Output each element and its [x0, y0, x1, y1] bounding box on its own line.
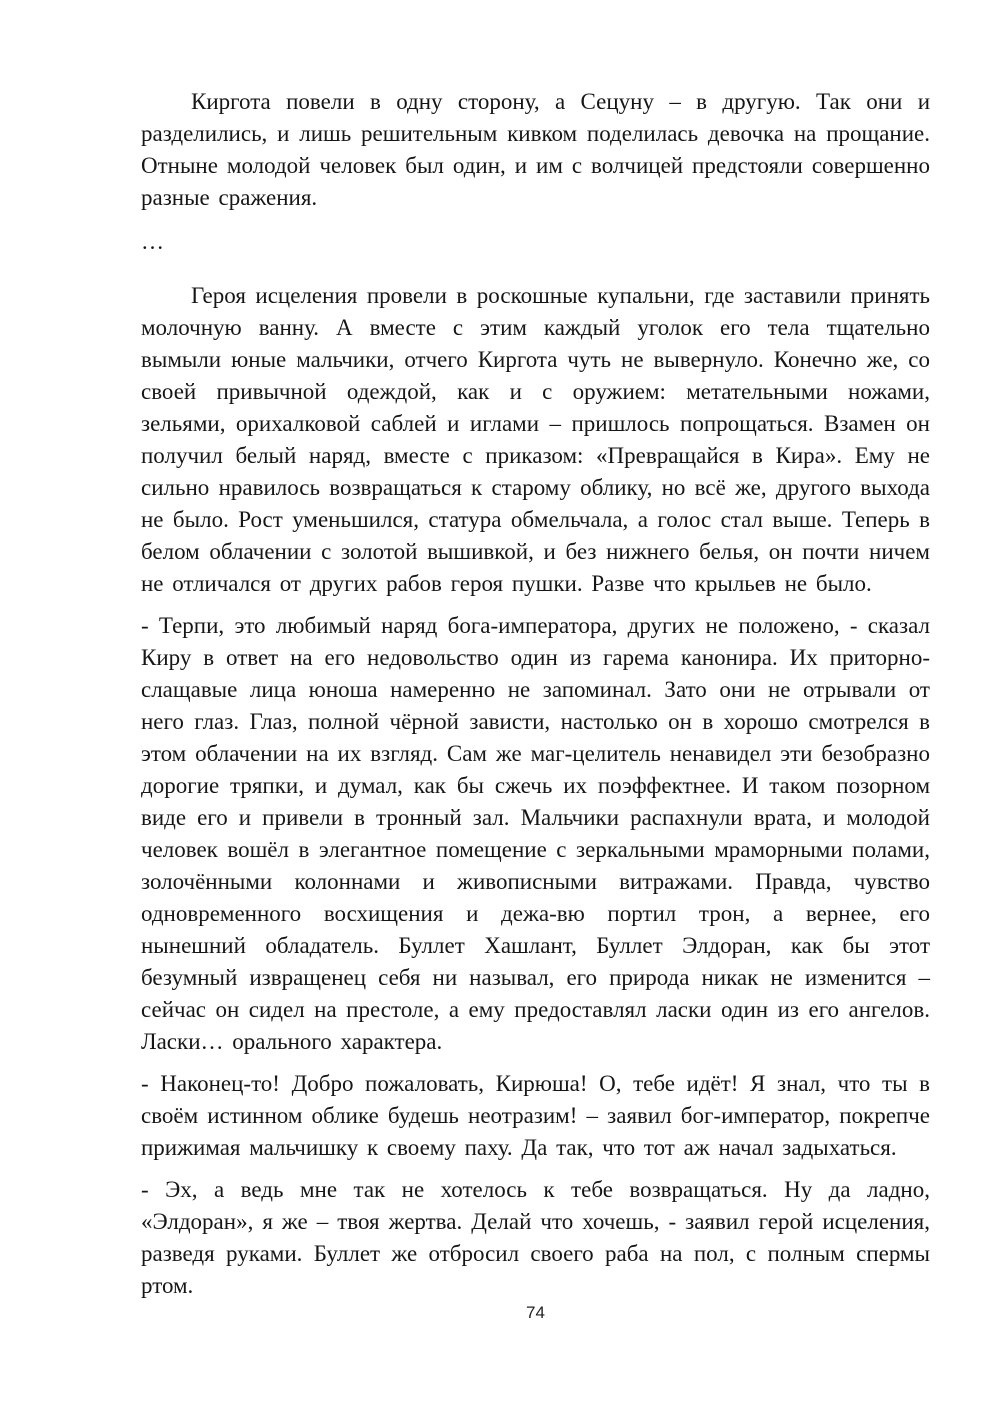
paragraph: Киргота повели в одну сторону, а Сецуну – в другую. Так они и разделились, и лишь решительным кивком поделилась девочка на прощание. Отныне молодой человек был один, и им с волчицей предстояли совершенно разные сражения. — [141, 89, 930, 210]
ellipsis-separator: … — [141, 229, 164, 254]
paragraph: - Терпи, это любимый наряд бога-императора, других не положено, - сказал Киру в ответ на его недовольство один из гарема канонира. Их приторно-слащавые лица юноша намеренно не запоминал. Зато они не отрывали от него глаз. Глаз, полной чёрной зависти, настолько он в хорошо смотрелся в этом облачении на их взгляд. Сам же маг-целитель ненавидел эти безобразно дорогие тряпки, и думал, как бы сжечь их поэффектнее. И таком позорном виде его и привели в тронный зал. Мальчики распахнули врата, и молодой человек вошёл в элегантное помещение с зеркальными мраморными полами, золочёнными колоннами и живописными витражами. Правда, чувство одновременного восхищения и дежа-вю портил трон, а вернее, его нынешний обладатель. Буллет Хашлант, Буллет Элдоран, как бы этот безумный извращенец себя ни называл, его природа никак не изменится – сейчас он сидел на престоле, а ему предоставлял ласки один из его ангелов. Ласки… орального характера. — [141, 613, 930, 1054]
paragraph: - Наконец-то! Добро пожаловать, Кирюша! О, тебе идёт! Я знал, что ты в своём истинном облике будешь неотразим! – заявил бог-император, покрепче прижимая мальчишку к своему паху. Да так, что тот аж начал задыхаться. — [141, 1071, 930, 1160]
page-number: 74 — [526, 1303, 545, 1322]
paragraph: - Эх, а ведь мне так не хотелось к тебе возвращаться. Ну да ладно, «Элдоран», я же – твоя жертва. Делай что хочешь, - заявил герой исцеления, разведя руками. Буллет же отбросил своего раба на пол, с полным спермы ртом. — [141, 1177, 930, 1298]
paragraph: Героя исцеления провели в роскошные купальни, где заставили принять молочную ванну. А вместе с этим каждый уголок его тела тщательно вымыли юные мальчики, отчего Киргота чуть не вывернуло. Конечно же, со своей привычной одеждой, как и с оружием: метательными ножами, зельями, орихалковой саблей и иглами – пришлось попрощаться. Взамен он получил белый наряд, вместе с приказом: «Превращайся в Кира». Ему не сильно нравилось возвращаться к старому облику, но всё же, другого выхода не было. Рост уменьшился, статура обмельчала, а голос стал выше. Теперь в белом облачении с золотой вышивкой, и без нижнего белья, он почти ничем не отличался от других рабов героя пушки. Разве что крыльев не было. — [141, 283, 930, 596]
text-block — [141, 86, 930, 1312]
